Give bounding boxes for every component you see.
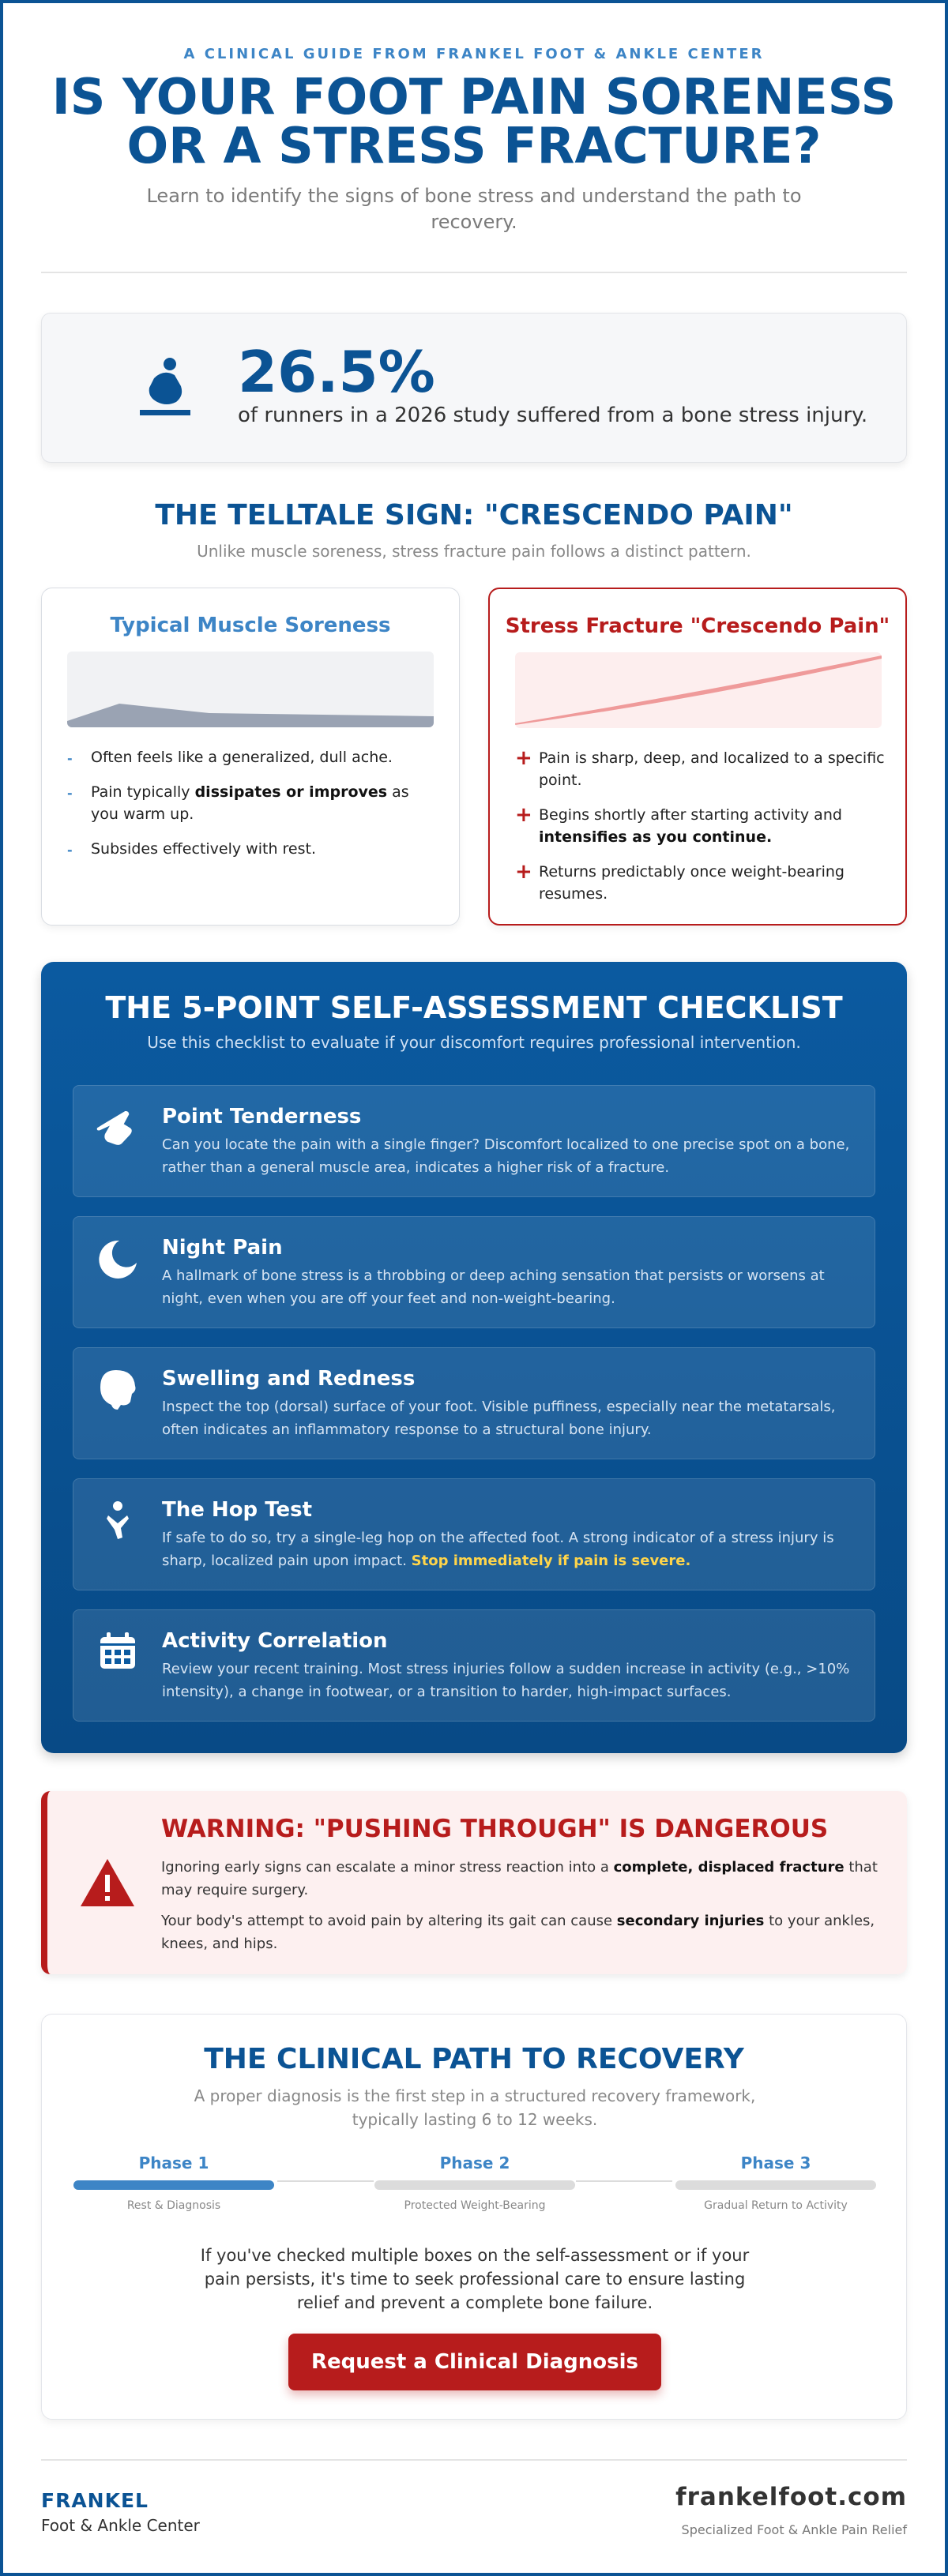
eyebrow-text: A CLINICAL GUIDE FROM FRANKEL FOOT & ANKLE CENTER: [183, 46, 765, 62]
recovery-title: THE CLINICAL PATH TO RECOVERY: [204, 2043, 744, 2075]
checklist-item-description: Can you locate the pain with a single finger? Discomfort localized to one precise spot on a bone, rather than a general muscle area, indicates a higher risk of a fracture.: [162, 1136, 850, 1176]
crescendo-pain-card: [488, 588, 907, 926]
checklist-item-point-tenderness: [73, 1085, 875, 1197]
phase-step-3: [675, 2154, 876, 2212]
telltale-title: THE TELLTALE SIGN: "CRESCENDO PAIN": [155, 499, 793, 531]
checklist-item-description: Inspect the top (dorsal) surface of your foot. Visible puffiness, especially near the metatarsals, often indicates an inflammatory response to a structural bone injury.: [162, 1399, 836, 1438]
checklist-item-title: Swelling and Redness: [162, 1367, 416, 1391]
checklist-item-activity: [73, 1609, 875, 1722]
muscle-soreness-card: [41, 588, 460, 926]
list-item: - Subsides effectively with rest.: [67, 840, 316, 858]
telltale-subtitle: Unlike muscle soreness, stress fracture pain follows a distinct pattern.: [197, 542, 751, 561]
checklist-item-description: A hallmark of bone stress is a throbbing or deep aching sensation that persists or worsens at night, even when you are off your feet and non-weight-bearing.: [162, 1267, 825, 1307]
phase-name: Phase 3: [740, 2154, 811, 2172]
phase-label: Rest & Diagnosis: [126, 2199, 221, 2212]
stat-description: of runners in a 2026 study suffered from a bone stress injury.: [238, 404, 868, 427]
list-item: + Pain is sharp, deep, and localized to a specific point.: [515, 746, 885, 789]
hop-test-warning: Stop immediately if pain is severe.: [411, 1553, 691, 1569]
list-item: - Pain typically dissipates or improves as you warm up.: [67, 783, 409, 823]
phase-label: Protected Weight-Bearing: [404, 2199, 546, 2212]
soreness-pain-graph: [67, 652, 434, 727]
phase-step-1: [73, 2154, 274, 2212]
checklist-subtitle: Use this checklist to evaluate if your discomfort requires professional intervention.: [147, 1033, 801, 1052]
phase-name: Phase 2: [439, 2154, 510, 2172]
warning-callout: [41, 1791, 907, 1974]
recovery-body: If you've checked multiple boxes on the self-assessment or if your pain persists, it's time to seek professional care to ensure lasting relief and prevent a complete bone failure.: [200, 2246, 750, 2312]
phase-progress-bar: [374, 2180, 575, 2190]
phase-progress-bar: [73, 2180, 274, 2190]
footer-tagline: Specialized Foot & Ankle Pain Relief: [681, 2522, 907, 2537]
page-subtitle: Learn to identify the signs of bone stress and understand the path to recovery.: [146, 185, 802, 233]
request-diagnosis-button[interactable]: Request a Clinical Diagnosis: [288, 2334, 661, 2390]
phase-connector: [277, 2180, 374, 2182]
phase-label: Gradual Return to Activity: [704, 2199, 848, 2212]
phase-step-2: [374, 2154, 575, 2212]
runner-icon: [140, 355, 190, 416]
footer-divider: [41, 2459, 907, 2461]
checklist-item-hop-test: [73, 1478, 875, 1590]
list-item: + Begins shortly after starting activity and intensifies as you continue.: [515, 803, 842, 846]
recovery-section: [41, 2014, 907, 2420]
phase-name: Phase 1: [138, 2154, 209, 2172]
stat-card: [41, 313, 907, 463]
checklist-item-night-pain: [73, 1216, 875, 1328]
self-assessment-checklist: [41, 962, 907, 1753]
warning-triangle-icon: [79, 1857, 136, 1908]
checklist-item-title: Night Pain: [162, 1236, 283, 1260]
warning-paragraph: Ignoring early signs can escalate a minor stress reaction into a complete, displaced fracture that may require surgery.: [161, 1859, 878, 1898]
crescendo-list: [515, 747, 886, 918]
checklist-item-title: Point Tenderness: [162, 1105, 362, 1128]
calendar-icon: [96, 1629, 140, 1673]
footer-brand-subtitle: Foot & Ankle Center: [41, 2516, 200, 2535]
crescendo-pain-title: Stress Fracture "Crescendo Pain": [505, 614, 890, 638]
stat-value: 26.5%: [238, 339, 435, 405]
checklist-item-swelling: [73, 1347, 875, 1459]
page-title: IS YOUR FOOT PAIN SORENESS OR A STRESS FRACTURE?: [51, 68, 897, 175]
footer-website-link[interactable]: frankelfoot.com: [675, 2483, 907, 2511]
moon-icon: [96, 1236, 140, 1280]
warning-paragraph: Your body's attempt to avoid pain by altering its gait can cause secondary injuries to your ankles, knees, and hips.: [161, 1913, 875, 1952]
phase-progress-bar: [675, 2180, 876, 2190]
checklist-item-title: Activity Correlation: [162, 1629, 388, 1653]
footer-brand: FRANKEL: [41, 2489, 149, 2512]
checklist-item-description: If safe to do so, try a single-leg hop on the affected foot. A strong indicator of a stress injury is sharp, localized pain upon impact. Stop immediately if pain is severe.: [162, 1530, 834, 1569]
checklist-item-description: Review your recent training. Most stress injuries follow a sudden increase in activity (e.g., >10% intensity), a change in footwear, or a transition to harder, high-impact surfaces.: [162, 1661, 850, 1700]
warning-title: WARNING: "PUSHING THROUGH" IS DANGEROUS: [161, 1815, 829, 1843]
list-item: - Often feels like a generalized, dull ache.: [67, 749, 393, 766]
muscle-soreness-title: Typical Muscle Soreness: [110, 614, 391, 637]
pointing-finger-icon: [96, 1105, 140, 1149]
list-item: + Returns predictably once weight-bearing resumes.: [515, 860, 845, 903]
phase-connector: [576, 2180, 672, 2182]
header-divider: [41, 272, 907, 273]
recovery-subtitle: A proper diagnosis is the first step in a structured recovery framework, typically lasting 6 to 12 weeks.: [194, 2086, 756, 2129]
crescendo-pain-graph: [515, 652, 882, 728]
checklist-item-title: The Hop Test: [162, 1498, 313, 1522]
soreness-list: [67, 746, 438, 873]
head-icon: [96, 1367, 140, 1411]
hop-person-icon: [96, 1498, 140, 1542]
checklist-title: THE 5-POINT SELF-ASSESSMENT CHECKLIST: [105, 990, 843, 1025]
